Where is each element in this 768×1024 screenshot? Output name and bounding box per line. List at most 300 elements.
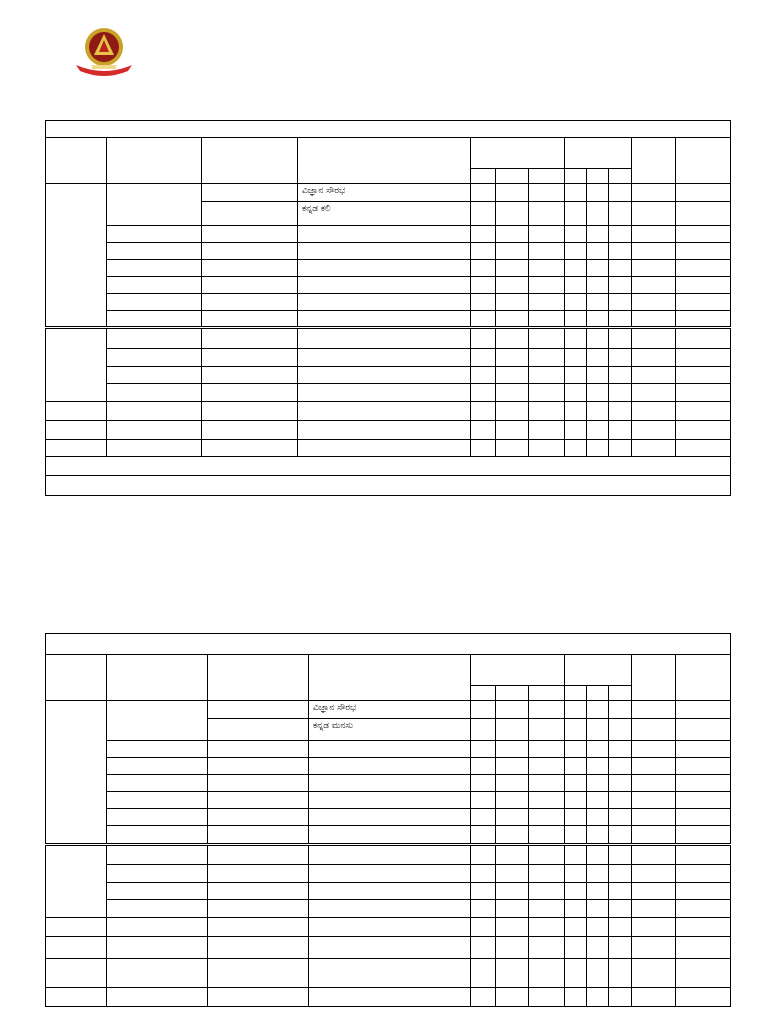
- table-cell: [609, 202, 632, 226]
- table-cell: [298, 328, 471, 349]
- table-cell: [609, 243, 632, 260]
- table-cell: [208, 809, 309, 826]
- table-row: [46, 701, 731, 719]
- table-row: [46, 959, 731, 988]
- table-row: [46, 184, 731, 202]
- table-cell: [496, 845, 529, 865]
- table-cell: [202, 184, 298, 202]
- table-cell: [609, 686, 632, 701]
- table-cell: [496, 900, 529, 918]
- table-cell: [208, 918, 309, 937]
- table-cell: [496, 918, 529, 937]
- table-cell: [529, 918, 565, 937]
- table-cell: [471, 937, 496, 959]
- table-row: [46, 294, 731, 311]
- subject-cell: ಕನ್ನಡ ಮನಸು: [309, 719, 471, 741]
- table-cell: [632, 865, 676, 883]
- table-cell: [208, 741, 309, 758]
- table-cell: [529, 701, 565, 719]
- table-cell: [565, 988, 587, 1007]
- table-cell: [107, 384, 202, 402]
- table-cell: [107, 959, 208, 988]
- table-cell: [587, 918, 609, 937]
- table-cell: [298, 349, 471, 367]
- table-cell: [587, 384, 609, 402]
- table-cell: [676, 918, 731, 937]
- table-cell: [676, 294, 731, 311]
- table-cell: [632, 367, 676, 384]
- table-cell: [676, 311, 731, 328]
- table-cell: [46, 634, 731, 655]
- table-row: [46, 826, 731, 845]
- table-cell: [565, 937, 587, 959]
- table-cell: [46, 457, 731, 476]
- table-cell: [609, 826, 632, 845]
- table-cell: [587, 937, 609, 959]
- table-cell: [471, 349, 496, 367]
- table-row: [46, 792, 731, 809]
- table-row: [46, 311, 731, 328]
- table-cell: [565, 328, 587, 349]
- table-cell: [632, 918, 676, 937]
- table-cell: [529, 226, 565, 243]
- table-cell: [496, 809, 529, 826]
- table-cell: [471, 226, 496, 243]
- table-cell: [565, 792, 587, 809]
- table-cell: [202, 226, 298, 243]
- table-cell: [107, 918, 208, 937]
- table-cell: [471, 311, 496, 328]
- table-cell: [208, 959, 309, 988]
- header-row: [46, 655, 731, 686]
- table-cell: [676, 937, 731, 959]
- table-cell: [496, 686, 529, 701]
- table-cell: [565, 384, 587, 402]
- table-cell: [587, 826, 609, 845]
- table-cell: [107, 741, 208, 758]
- table-cell: [632, 775, 676, 792]
- table-cell: [107, 937, 208, 959]
- table-cell: [529, 826, 565, 845]
- table-cell: [202, 311, 298, 328]
- table-cell: [496, 701, 529, 719]
- table-cell: [107, 758, 208, 775]
- table-cell: [309, 883, 471, 900]
- timetable-sheet-1: [45, 120, 731, 496]
- table-cell: [565, 243, 587, 260]
- table-cell: [632, 937, 676, 959]
- table-cell: [529, 959, 565, 988]
- table-cell: [298, 243, 471, 260]
- table-cell: [632, 260, 676, 277]
- table-cell: [529, 367, 565, 384]
- table-cell: [565, 918, 587, 937]
- table-cell: [676, 959, 731, 988]
- table-cell: [565, 184, 587, 202]
- table-cell: [565, 202, 587, 226]
- table-cell: [609, 294, 632, 311]
- table-row: [46, 384, 731, 402]
- table-cell: [632, 328, 676, 349]
- table-cell: [309, 959, 471, 988]
- table-row: [46, 883, 731, 900]
- table-cell: [107, 440, 202, 457]
- table-cell: [309, 775, 471, 792]
- table-cell: [208, 865, 309, 883]
- table-cell: [309, 792, 471, 809]
- table-cell: [676, 226, 731, 243]
- table-cell: [471, 440, 496, 457]
- table-cell: [632, 243, 676, 260]
- table-cell: [202, 349, 298, 367]
- table-cell: [587, 311, 609, 328]
- table-cell: [529, 311, 565, 328]
- table-cell: [309, 758, 471, 775]
- table-cell: [471, 686, 496, 701]
- table-cell: [632, 349, 676, 367]
- table-cell: [609, 260, 632, 277]
- table-cell: [471, 809, 496, 826]
- table-cell: [676, 741, 731, 758]
- table-cell: [587, 900, 609, 918]
- table-cell: [208, 655, 309, 701]
- table-cell: [298, 367, 471, 384]
- table-cell: [471, 900, 496, 918]
- table-cell: [632, 845, 676, 865]
- table-cell: [107, 988, 208, 1007]
- table-row: [46, 900, 731, 918]
- table-cell: [676, 809, 731, 826]
- table-cell: [632, 741, 676, 758]
- table-cell: [587, 758, 609, 775]
- table-cell: [676, 719, 731, 741]
- table-row: [46, 277, 731, 294]
- table-cell: [529, 277, 565, 294]
- table-cell: [107, 294, 202, 311]
- table-cell: [609, 719, 632, 741]
- table-cell: [208, 775, 309, 792]
- table-cell: [632, 900, 676, 918]
- table-cell: [107, 184, 202, 226]
- table-cell: [202, 260, 298, 277]
- institution-logo: [72, 25, 136, 77]
- table-cell: [676, 367, 731, 384]
- table-cell: [298, 384, 471, 402]
- table-cell: [565, 701, 587, 719]
- table-cell: [632, 440, 676, 457]
- table-cell: [609, 792, 632, 809]
- table-cell: [676, 988, 731, 1007]
- table-cell: [107, 226, 202, 243]
- table-row: [46, 809, 731, 826]
- table-cell: [632, 826, 676, 845]
- sheet-title-row: [46, 121, 731, 138]
- table-cell: [496, 384, 529, 402]
- subject-cell: ವಿಜ್ಞಾನ ಸೌರಭ: [298, 184, 471, 202]
- table-cell: [496, 421, 529, 440]
- table-cell: [632, 138, 676, 184]
- table-cell: [208, 792, 309, 809]
- table-cell: [107, 138, 202, 184]
- table-cell: [107, 367, 202, 384]
- table-cell: [676, 349, 731, 367]
- table-cell: [471, 719, 496, 741]
- table-cell: [298, 294, 471, 311]
- table-cell: [565, 719, 587, 741]
- table-cell: [107, 792, 208, 809]
- table-cell: [107, 328, 202, 349]
- table-cell: [471, 367, 496, 384]
- table-cell: [676, 758, 731, 775]
- table-cell: [676, 655, 731, 701]
- table-cell: [565, 169, 587, 184]
- table-cell: [471, 243, 496, 260]
- table-cell: [496, 719, 529, 741]
- table-cell: [587, 169, 609, 184]
- table-cell: [529, 421, 565, 440]
- table-cell: [587, 260, 609, 277]
- table-cell: [529, 988, 565, 1007]
- table-cell: [565, 440, 587, 457]
- table-cell: [587, 741, 609, 758]
- table-row: [46, 349, 731, 367]
- table-cell: [471, 328, 496, 349]
- table-cell: [632, 883, 676, 900]
- table-cell: [632, 655, 676, 701]
- table-cell: [107, 243, 202, 260]
- table-cell: [565, 367, 587, 384]
- table-cell: [632, 988, 676, 1007]
- table-cell: [676, 701, 731, 719]
- table-cell: [496, 775, 529, 792]
- table-cell: [309, 826, 471, 845]
- table-cell: [46, 655, 107, 701]
- table-cell: [309, 865, 471, 883]
- table-cell: [471, 845, 496, 865]
- table-cell: [107, 845, 208, 865]
- table-cell: [676, 384, 731, 402]
- table-cell: [496, 294, 529, 311]
- table-cell: [298, 226, 471, 243]
- table-row: [46, 918, 731, 937]
- table-cell: [587, 277, 609, 294]
- table-row: [46, 741, 731, 758]
- table-cell: [46, 440, 107, 457]
- table-cell: [676, 260, 731, 277]
- table-row: [46, 440, 731, 457]
- table-cell: [632, 311, 676, 328]
- table-cell: [471, 202, 496, 226]
- table-cell: [529, 775, 565, 792]
- table-cell: [471, 959, 496, 988]
- table-cell: [471, 138, 565, 169]
- table-cell: [208, 845, 309, 865]
- table-cell: [46, 121, 731, 138]
- table-cell: [496, 758, 529, 775]
- table-cell: [676, 792, 731, 809]
- table-cell: [565, 900, 587, 918]
- table-cell: [107, 349, 202, 367]
- table-cell: [632, 421, 676, 440]
- table-cell: [565, 845, 587, 865]
- table-cell: [496, 865, 529, 883]
- table-row: [46, 226, 731, 243]
- table-cell: [496, 402, 529, 421]
- table-cell: [565, 758, 587, 775]
- table-cell: [496, 243, 529, 260]
- table-cell: [309, 937, 471, 959]
- table-cell: [609, 311, 632, 328]
- table-cell: [587, 349, 609, 367]
- table-cell: [529, 865, 565, 883]
- table-cell: [309, 809, 471, 826]
- table-cell: [309, 900, 471, 918]
- table-cell: [471, 184, 496, 202]
- subject-cell: ವಿಜ್ಞಾನ ಸೌರಭ: [309, 701, 471, 719]
- table-cell: [587, 809, 609, 826]
- table-cell: [208, 826, 309, 845]
- table-cell: [208, 719, 309, 741]
- table-cell: [609, 277, 632, 294]
- table-cell: [632, 277, 676, 294]
- table-cell: [471, 421, 496, 440]
- table-cell: [609, 865, 632, 883]
- table-cell: [587, 440, 609, 457]
- table-row: [46, 402, 731, 421]
- table-cell: [632, 226, 676, 243]
- table-cell: [529, 758, 565, 775]
- table-cell: [46, 845, 107, 918]
- table-cell: [676, 138, 731, 184]
- summary-row: [46, 457, 731, 476]
- table-cell: [298, 138, 471, 184]
- table-cell: [496, 328, 529, 349]
- table-cell: [208, 988, 309, 1007]
- table-cell: [309, 655, 471, 701]
- table-cell: [609, 883, 632, 900]
- table-cell: [471, 883, 496, 900]
- table-cell: [496, 959, 529, 988]
- table-cell: [208, 758, 309, 775]
- table-cell: [471, 169, 496, 184]
- table-cell: [107, 655, 208, 701]
- table-cell: [609, 226, 632, 243]
- table-cell: [46, 959, 107, 988]
- table-cell: [107, 421, 202, 440]
- table-cell: [202, 367, 298, 384]
- table-cell: [471, 384, 496, 402]
- table-cell: [529, 883, 565, 900]
- table-cell: [609, 701, 632, 719]
- table-cell: [609, 367, 632, 384]
- table-cell: [587, 775, 609, 792]
- table-cell: [202, 277, 298, 294]
- table-cell: [529, 440, 565, 457]
- table-cell: [471, 277, 496, 294]
- table-cell: [496, 184, 529, 202]
- table-cell: [632, 719, 676, 741]
- table-cell: [587, 865, 609, 883]
- table-cell: [46, 421, 107, 440]
- table-cell: [587, 792, 609, 809]
- table-cell: [587, 988, 609, 1007]
- table-cell: [565, 311, 587, 328]
- table-cell: [107, 900, 208, 918]
- table-cell: [587, 184, 609, 202]
- table-cell: [529, 845, 565, 865]
- table-cell: [632, 758, 676, 775]
- table-cell: [298, 421, 471, 440]
- table-cell: [46, 184, 107, 328]
- table-cell: [632, 809, 676, 826]
- table-cell: [676, 826, 731, 845]
- table-cell: [609, 349, 632, 367]
- table-cell: [471, 655, 565, 686]
- table-cell: [496, 883, 529, 900]
- table-cell: [676, 421, 731, 440]
- table-row: [46, 758, 731, 775]
- table-cell: [676, 900, 731, 918]
- table-cell: [587, 883, 609, 900]
- table-row: [46, 865, 731, 883]
- table-cell: [46, 402, 107, 421]
- table-cell: [208, 900, 309, 918]
- table-cell: [587, 243, 609, 260]
- table-cell: [587, 367, 609, 384]
- table-cell: [496, 367, 529, 384]
- table-cell: [202, 202, 298, 226]
- table-cell: [107, 826, 208, 845]
- table-cell: [496, 349, 529, 367]
- table-cell: [471, 294, 496, 311]
- table-cell: [529, 719, 565, 741]
- table-cell: [587, 686, 609, 701]
- table-row: [46, 845, 731, 865]
- table-cell: [565, 959, 587, 988]
- table-cell: [676, 865, 731, 883]
- table-cell: [107, 883, 208, 900]
- table-cell: [609, 384, 632, 402]
- table-cell: [565, 421, 587, 440]
- table-cell: [46, 918, 107, 937]
- table-cell: [208, 701, 309, 719]
- table-cell: [529, 792, 565, 809]
- table-cell: [609, 845, 632, 865]
- table-cell: [676, 277, 731, 294]
- table-cell: [676, 202, 731, 226]
- table-cell: [565, 260, 587, 277]
- table-cell: [632, 792, 676, 809]
- table-cell: [202, 402, 298, 421]
- timetable-sheet-2: [45, 633, 731, 1007]
- table-cell: [609, 900, 632, 918]
- table-cell: [609, 440, 632, 457]
- table-cell: [107, 277, 202, 294]
- table-cell: [202, 328, 298, 349]
- table-cell: [676, 883, 731, 900]
- institution-emblem-icon: [72, 25, 136, 77]
- table-cell: [587, 402, 609, 421]
- table-cell: [471, 918, 496, 937]
- table-cell: [46, 937, 107, 959]
- table-cell: [565, 349, 587, 367]
- table-cell: [496, 937, 529, 959]
- table-cell: [565, 809, 587, 826]
- table-cell: [565, 826, 587, 845]
- table-cell: [609, 741, 632, 758]
- table-cell: [632, 402, 676, 421]
- table-cell: [496, 988, 529, 1007]
